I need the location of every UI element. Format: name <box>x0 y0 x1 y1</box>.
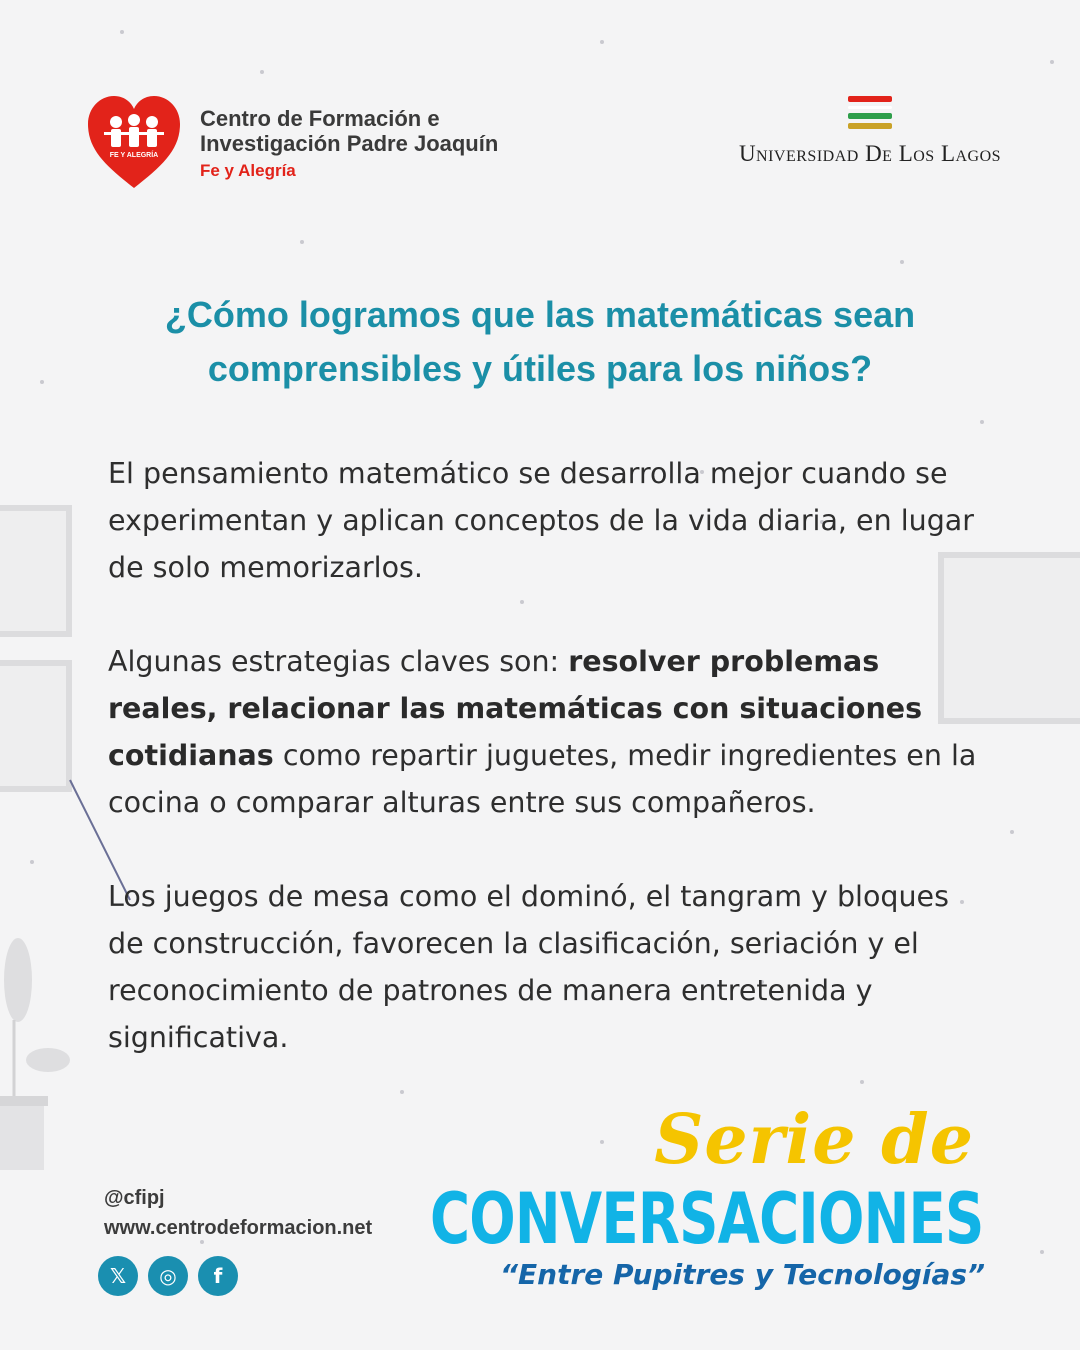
page-title-line1: ¿Cómo logramos que las matemáticas sean <box>164 294 916 335</box>
paragraph-2 <box>108 638 988 826</box>
background-speck <box>30 860 34 864</box>
series-script-title: Serie de <box>654 1100 974 1180</box>
org-name <box>200 106 498 181</box>
university-name: Universidad De Los Lagos <box>738 141 1002 166</box>
org-name-line1: Centro de Formación e <box>200 105 440 131</box>
background-speck <box>600 40 604 44</box>
x-icon[interactable]: 𝕏 <box>98 1256 138 1296</box>
paragraph-2-bold: resolver problemas reales, relacionar las matemáticas con situaciones cotidianas <box>108 645 923 772</box>
page-title <box>80 288 1000 396</box>
social-handle[interactable]: @cfipj <box>104 1187 165 1209</box>
social-icons <box>98 1256 238 1296</box>
org-name-line2: Investigación Padre Joaquín <box>200 130 499 156</box>
university-logo <box>738 96 1002 167</box>
background-speck <box>1010 830 1014 834</box>
background-speck <box>900 260 904 264</box>
org-subtitle: Fe y Alegría <box>200 160 296 180</box>
background-speck <box>1050 60 1054 64</box>
paragraph-2-rest: como repartir juguetes, medir ingredientes en la cocina o comparar alturas entre sus compañeros. <box>108 739 977 819</box>
body-text <box>108 450 988 1108</box>
page-title-line2: comprensibles y útiles para los niños? <box>207 348 873 389</box>
paragraph-2-intro: Algunas estrategias claves son: <box>108 645 569 678</box>
paragraph-3: Los juegos de mesa como el dominó, el tangram y bloques de construcción, favorecen la clasificación, seriación y el reconocimiento de patrones de manera entretenida y significativa. <box>108 880 949 1054</box>
series-main-title: CONVERSACIONES <box>430 1178 984 1260</box>
background-speck <box>120 30 124 34</box>
paragraph-1: El pensamiento matemático se desarrolla mejor cuando se experimentan y aplican conceptos de la vida diaria, en lugar de solo memorizarlos. <box>108 457 974 584</box>
contact-info <box>104 1183 372 1243</box>
heart-logo-text: FE Y ALEGRÍA <box>109 152 159 159</box>
background-speck <box>980 420 984 424</box>
background-speck <box>260 70 264 74</box>
series-subtitle: “Entre Pupitres y Tecnologías” <box>500 1258 986 1291</box>
website-link[interactable]: www.centrodeformacion.net <box>104 1217 373 1239</box>
plant-decor <box>0 920 80 1180</box>
org-logo <box>86 94 498 192</box>
university-flag-icon <box>848 96 892 129</box>
background-speck <box>1040 1250 1044 1254</box>
wall-frame-left-top <box>0 505 72 637</box>
series-logo <box>430 1100 990 1310</box>
background-speck <box>300 240 304 244</box>
background-speck <box>40 380 44 384</box>
instagram-icon[interactable]: ◎ <box>148 1256 188 1296</box>
heart-logo-icon <box>86 94 182 192</box>
facebook-icon[interactable]: f <box>198 1256 238 1296</box>
